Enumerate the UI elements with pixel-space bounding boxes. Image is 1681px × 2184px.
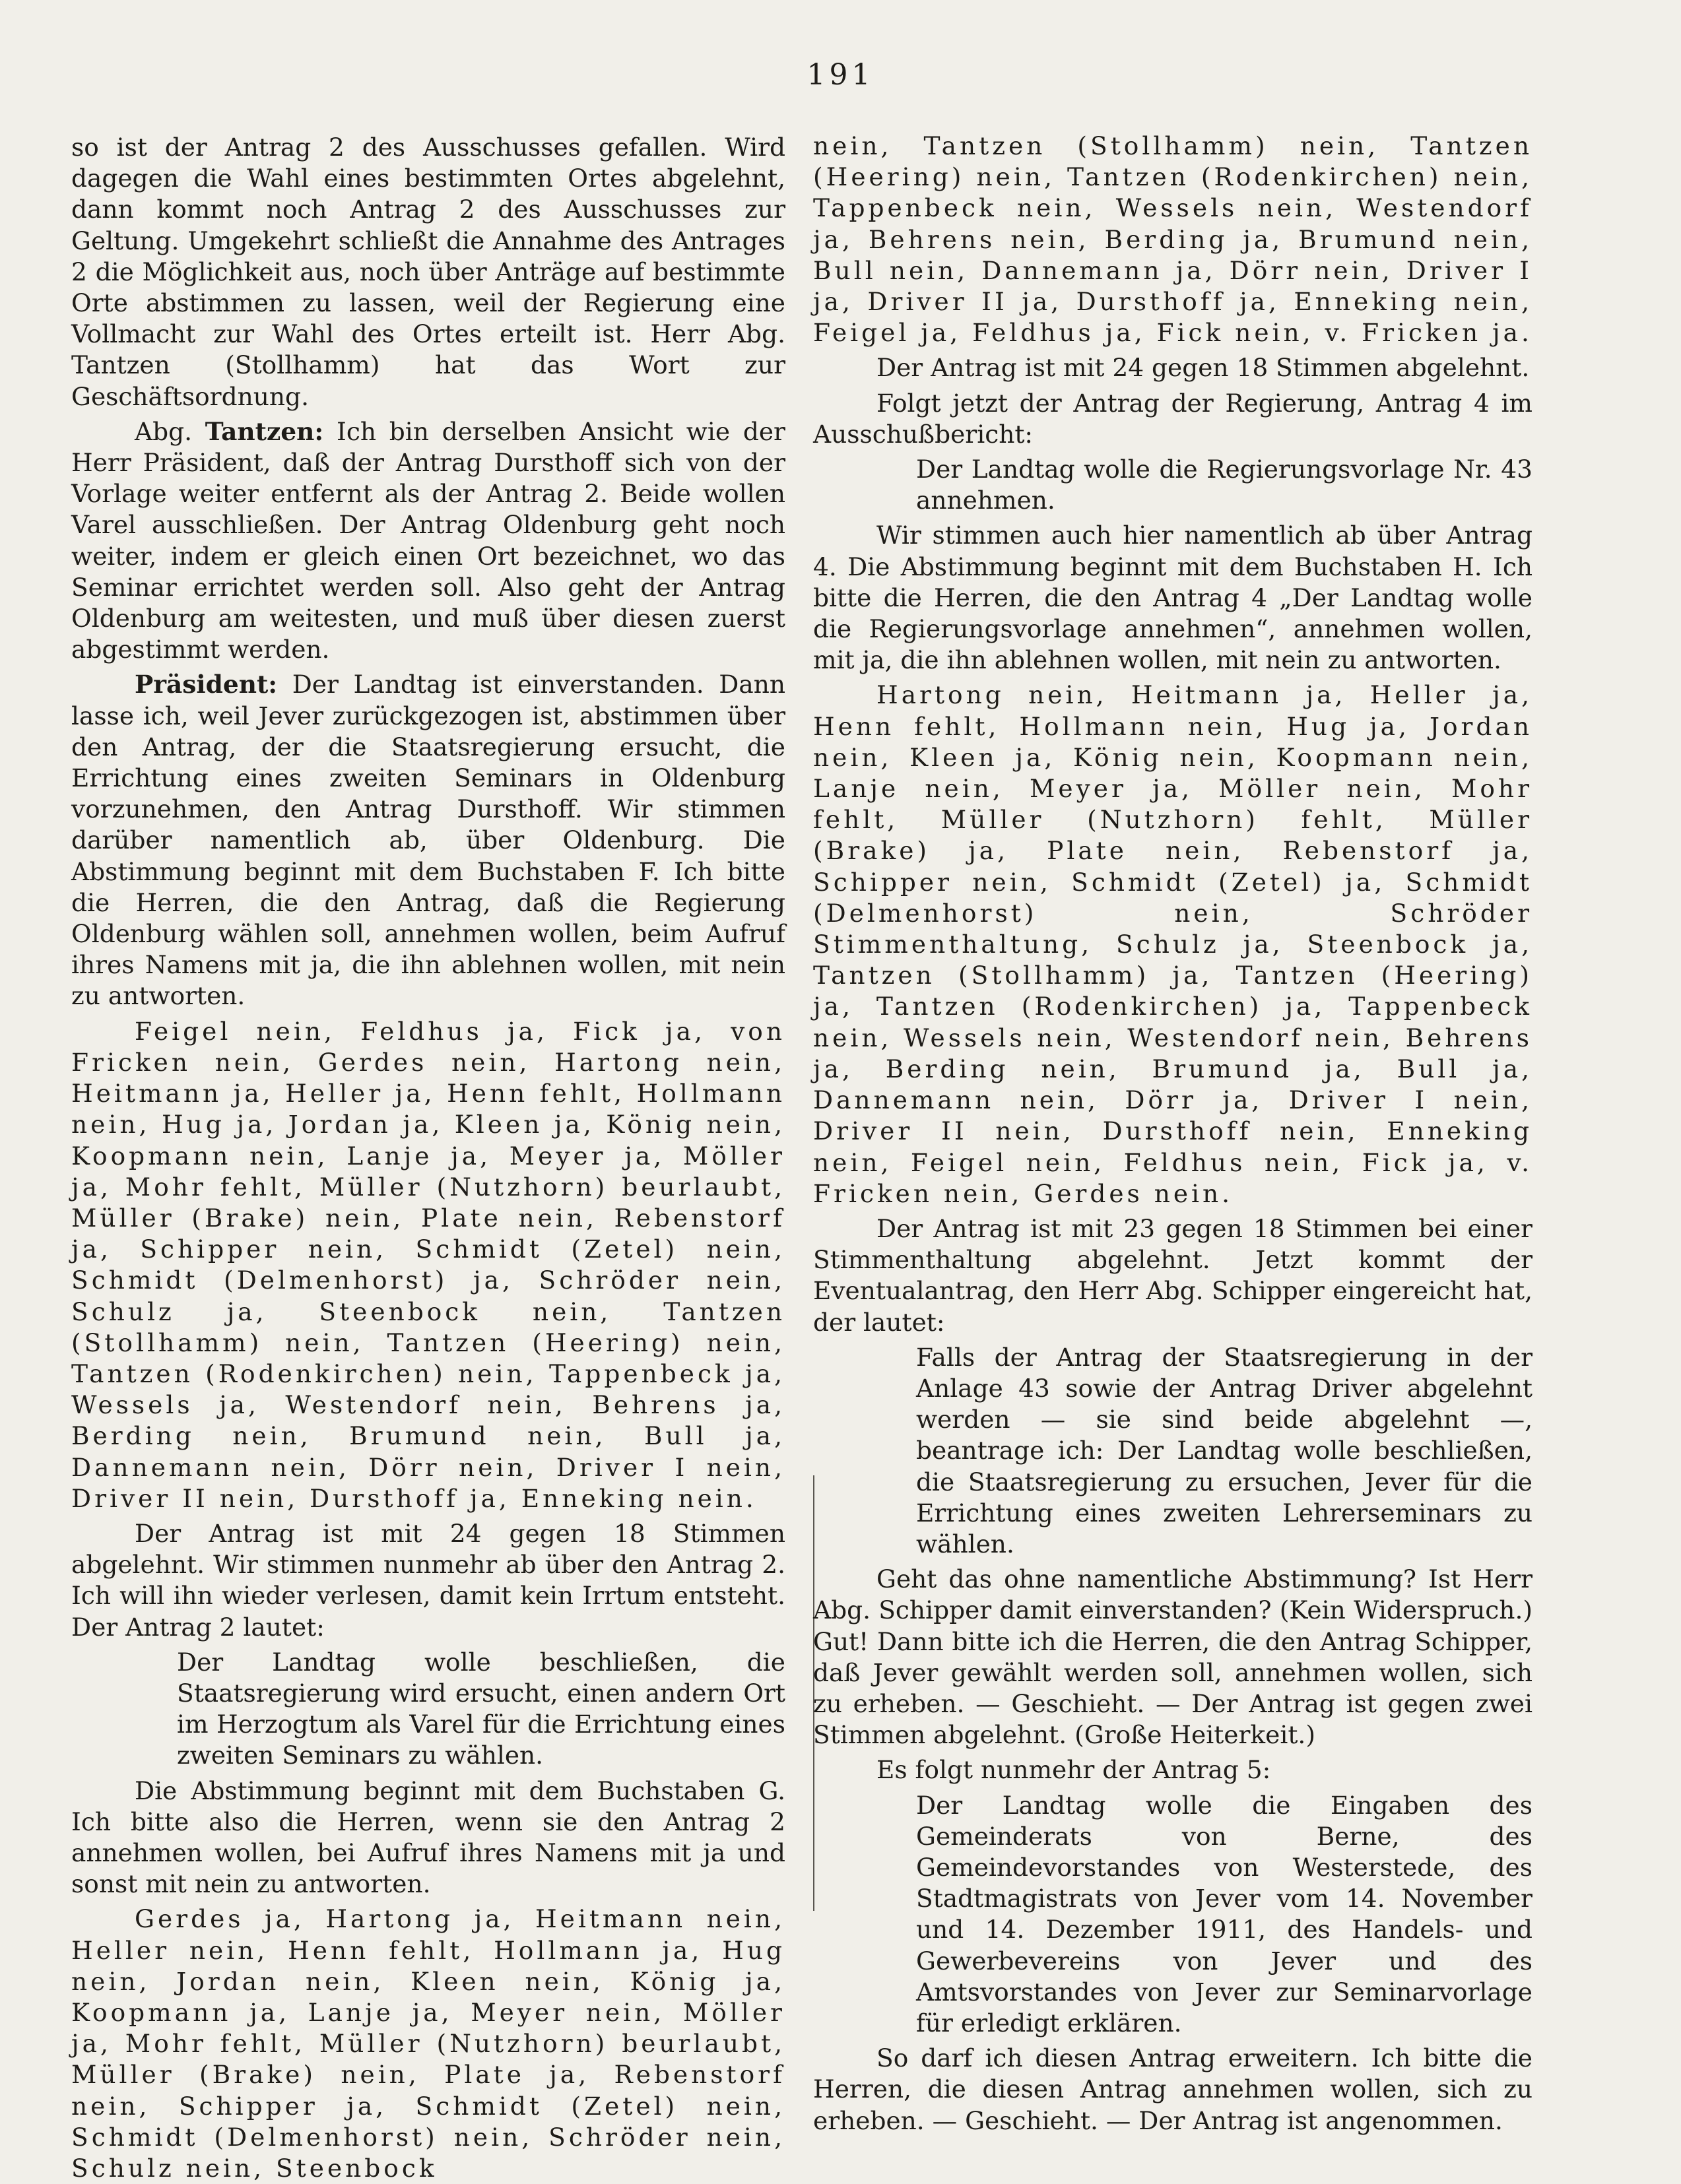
speaker-name: Präsident: bbox=[135, 670, 278, 699]
page-number: 191 bbox=[807, 58, 874, 92]
paragraph bbox=[71, 669, 785, 1012]
vote-list: Feigel nein, Feldhus ja, Fick ja, von Fricken nein, Gerdes nein, Hartong nein, Heitmann ja, Heller ja, Henn fehlt, Hollmann nein, Hug ja, Jordan ja, Kleen ja, König nein, Koopmann nein, Lanje ja, Meyer ja, Möller ja, Mohr fehlt, Müller (Nutzhorn) beurlaubt, Müller (Brake) nein, Plate nein, Rebenstorf ja, Schipper nein, Schmidt (Zetel) nein, Schmidt (Delmenhorst) ja, Schröder nein, Schulz ja, Steenbock nein, Tantzen (Stollhamm) nein, Tantzen (Heering) nein, Tantzen (Rodenkirchen) nein, Tappenbeck ja, Wessels ja, Westendorf nein, Behrens ja, Berding nein, Brumund nein, Bull ja, Dannemann nein, Dörr nein, Driver I nein, Driver II nein, Dursthoff ja, Enneking nein. bbox=[71, 1016, 785, 1513]
paragraph: Der Antrag ist mit 23 gegen 18 Stimmen bei einer Stimmenthaltung abgelehnt. Jetzt kommt der Eventualantrag, den Herr Abg. Schipper eingereicht hat, der lautet: bbox=[813, 1213, 1533, 1337]
vote-list: nein, Tantzen (Stollhamm) nein, Tantzen (Heering) nein, Tantzen (Rodenkirchen) nein, Tappenbeck nein, Wessels nein, Westendorf ja, Behrens nein, Berding ja, Brumund nein, Bull nein, Dannemann ja, Dörr nein, Driver I ja, Driver II ja, Dursthoff ja, Enneking nein, Feigel ja, Feldhus ja, Fick nein, v. Fricken ja. bbox=[813, 131, 1533, 348]
left-column bbox=[71, 132, 785, 2184]
quoted-motion: Der Landtag wolle die Eingaben des Gemeinderats von Berne, des Gemeindevorstandes von Westerstede, des Stadtmagistrats von Jever vom 14. November und 14. Dezember 1911, des Handels- und Gewerbevereins von Jever und des Amtsvorstandes von Jever zur Seminarvorlage für erledigt erklären. bbox=[916, 1790, 1533, 2038]
paragraph: Es folgt nunmehr der Antrag 5: bbox=[876, 1755, 1271, 1785]
quoted-motion: Der Landtag wolle beschließen, die Staatsregierung wird ersucht, einen andern Ort im Herzogtum als Varel für die Errichtung eines zweiten Seminars zu wählen. bbox=[177, 1647, 785, 1770]
speaker-prefix: Abg. bbox=[135, 416, 205, 446]
paragraph: Der Antrag ist mit 24 gegen 18 Stimmen abgelehnt. bbox=[876, 353, 1530, 383]
quoted-motion: Falls der Antrag der Staatsregierung in der Anlage 43 sowie der Antrag Driver abgelehnt werden — sie sind beide abgelehnt —, beantrage ich: Der Landtag wolle beschließen, die Staatsregierung zu ersuchen, Jever für die Errichtung eines zweiten Lehrerseminars zu wählen. bbox=[916, 1342, 1533, 1558]
paragraph: So darf ich diesen Antrag erweitern. Ich bitte die Herren, die diesen Antrag annehmen wollen, sich zu erheben. — Geschieht. — Der Antrag ist angenommen. bbox=[813, 2043, 1533, 2135]
paragraph: Die Abstimmung beginnt mit dem Buchstaben G. Ich bitte also die Herren, wenn sie den Antrag 2 annehmen wollen, bei Aufruf ihres Namens mit ja und sonst mit nein zu antworten. bbox=[71, 1776, 785, 1899]
paragraph: so ist der Antrag 2 des Ausschusses gefallen. Wird dagegen die Wahl eines bestimmten Ortes abgelehnt, dann kommt noch Antrag 2 des Ausschusses zur Geltung. Umgekehrt schließt die Annahme des Antrages 2 die Möglichkeit aus, noch über Anträge auf bestimmte Orte abstimmen zu lassen, weil der Regierung eine Vollmacht zur Wahl des Ortes erteilt ist. Herr Abg. Tantzen (Stollhamm) hat das Wort zur Geschäftsordnung. bbox=[71, 133, 785, 411]
paragraph: Geht das ohne namentliche Abstimmung? Ist Herr Abg. Schipper damit einverstanden? (Kein Widerspruch.) Gut! Dann bitte ich die Herren, die den Antrag Schipper, daß Jever gewählt werden soll, annehmen wollen, sich zu erheben. — Geschieht. — Der Antrag ist gegen zwei Stimmen abgelehnt. (Große Heiterkeit.) bbox=[813, 1564, 1533, 1750]
paragraph: Folgt jetzt der Antrag der Regierung, Antrag 4 im Ausschußbericht: bbox=[813, 388, 1533, 449]
paragraph bbox=[71, 416, 785, 666]
quoted-motion: Der Landtag wolle die Regierungsvorlage Nr. 43 annehmen. bbox=[916, 455, 1533, 515]
vote-list: Hartong nein, Heitmann ja, Heller ja, Henn fehlt, Hollmann nein, Hug ja, Jordan nein, Kleen ja, König nein, Koopmann nein, Lanje nein, Meyer ja, Möller nein, Mohr fehlt, Müller (Nutzhorn) fehlt, Müller (Brake) ja, Plate nein, Rebenstorf ja, Schipper nein, Schmidt (Zetel) ja, Schmidt (Delmenhorst) nein, Schröder Stimmenthaltung, Schulz ja, Steenbock ja, Tantzen (Stollhamm) ja, Tantzen (Heering) ja, Tantzen (Rodenkirchen) ja, Tappenbeck nein, Wessels nein, Westendorf nein, Behrens ja, Berding nein, Brumund ja, Bull ja, Dannemann nein, Dörr ja, Driver I nein, Driver II nein, Dursthoff nein, Enneking nein, Feigel nein, Feldhus nein, Fick ja, v. Fricken nein, Gerdes nein. bbox=[813, 680, 1533, 1208]
vote-list: Gerdes ja, Hartong ja, Heitmann nein, Heller nein, Henn fehlt, Hollmann ja, Hug nein, Jordan nein, Kleen nein, König ja, Koopmann ja, Lanje ja, Meyer nein, Möller ja, Mohr fehlt, Müller (Nutzhorn) beurlaubt, Müller (Brake) nein, Plate ja, Rebenstorf nein, Schipper ja, Schmidt (Zetel) nein, Schmidt (Delmenhorst) nein, Schröder nein, Schulz nein, Steenbock bbox=[71, 1904, 785, 2183]
speaker-name: Tantzen: bbox=[205, 416, 324, 446]
speech-text: Der Landtag ist einverstanden. Dann lasse ich, weil Jever zurückgezogen ist, abstimmen über den Antrag, der die Staatsregierung ersucht, die Errichtung eines zweiten Seminars in Oldenburg vorzunehmen, den Antrag Dursthoff. Wir stimmen darüber namentlich ab, über Oldenburg. Die Abstimmung beginnt mit dem Buchstaben F. Ich bitte die Herren, die den Antrag, daß die Regierung Oldenburg wählen soll, annehmen wollen, beim Aufruf ihres Namens mit ja, die ihn ablehnen wollen, mit nein zu antworten. bbox=[71, 670, 785, 1011]
right-column bbox=[813, 131, 1533, 2136]
paragraph: Der Antrag ist mit 24 gegen 18 Stimmen abgelehnt. Wir stimmen nunmehr ab über den Antrag 2. Ich will ihn wieder verlesen, damit kein Irrtum entsteht. Der Antrag 2 lautet: bbox=[71, 1518, 785, 1642]
paragraph: Wir stimmen auch hier namentlich ab über Antrag 4. Die Abstimmung beginnt mit dem Buchstaben H. Ich bitte die Herren, die den Antrag 4 „Der Landtag wolle die Regierungsvorlage annehmen“, annehmen wollen, mit ja, die ihn ablehnen wollen, mit nein zu antworten. bbox=[813, 521, 1533, 675]
speech-text: Ich bin derselben Ansicht wie der Herr Präsident, daß der Antrag Dursthoff sich von der Vorlage weiter entfernt als der Antrag 2. Beide wollen Varel ausschließen. Der Antrag Oldenburg geht noch weiter, indem er gleich einen Ort bezeichnet, wo das Seminar errichtet werden soll. Also geht der Antrag Oldenburg am weitesten, und muß über diesen zuerst abgestimmt werden. bbox=[71, 416, 785, 664]
